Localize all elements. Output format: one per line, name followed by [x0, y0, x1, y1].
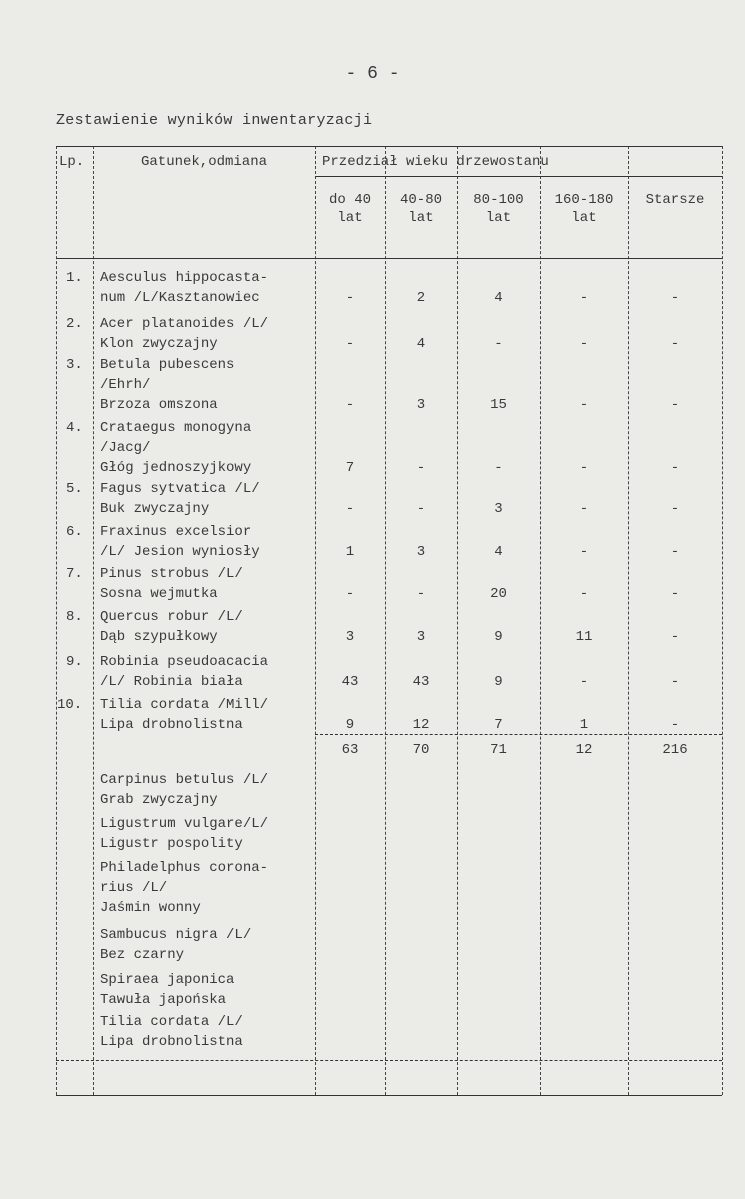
row-value: -: [670, 397, 680, 413]
header-lp: Lp.: [59, 154, 85, 170]
row-lp: 4.: [66, 420, 83, 436]
shrub-species-line: rius /L/: [100, 880, 168, 896]
shrub-species-line: Sambucus nigra /L/: [100, 927, 252, 943]
row-value: -: [579, 501, 589, 517]
column-line: [457, 146, 458, 1095]
row-value: -: [416, 460, 426, 476]
row-lp: 3.: [66, 357, 83, 373]
header-species: Gatunek,odmiana: [140, 154, 268, 170]
row-species-line: Aesculus hippocasta-: [100, 270, 269, 286]
row-value: 43: [341, 674, 359, 690]
row-value: -: [579, 544, 589, 560]
row-value: -: [416, 586, 426, 602]
row-value: 7: [494, 717, 503, 733]
row-value: 7: [345, 460, 355, 476]
row-species-line: Robinia pseudoacacia: [100, 654, 269, 670]
row-value: -: [345, 586, 355, 602]
row-value: 3: [345, 629, 355, 645]
row-value: 20: [490, 586, 507, 602]
subtotal-line: [315, 734, 722, 735]
row-value: -: [416, 501, 426, 517]
shrub-species-line: Grab zwyczajny: [100, 792, 218, 808]
shrub-species-line: Bez czarny: [100, 947, 185, 963]
row-value: -: [345, 397, 355, 413]
row-species-line: Buk zwyczajny: [100, 501, 210, 517]
shrub-species-line: Ligustrum vulgare/L/: [100, 816, 269, 832]
column-line: [315, 146, 316, 1095]
column-line: [722, 146, 723, 1095]
row-species-line: Tilia cordata /Mill/: [100, 697, 269, 713]
shrub-species-line: Tilia cordata /L/: [100, 1014, 243, 1030]
row-value: 4: [494, 290, 503, 306]
row-lp: 10.: [57, 697, 83, 713]
row-value: -: [670, 674, 680, 690]
row-lp: 1.: [66, 270, 83, 286]
header-col-1-line1: do 40: [328, 192, 371, 208]
row-value: -: [579, 460, 589, 476]
row-value: -: [670, 544, 680, 560]
column-line: [385, 146, 386, 1095]
row-value: 9: [494, 674, 503, 690]
row-value: -: [670, 290, 680, 306]
row-value: 1: [345, 544, 355, 560]
row-value: 11: [575, 629, 593, 645]
header-col-4-line1: 160-180: [554, 192, 614, 208]
column-line: [628, 146, 629, 1095]
header-col-1-line2: lat: [337, 210, 363, 226]
end-dash-line: [56, 1060, 722, 1061]
row-value: -: [494, 336, 503, 352]
row-lp: 7.: [66, 566, 83, 582]
row-lp: 5.: [66, 481, 83, 497]
row-value: 9: [345, 717, 355, 733]
row-species-line: Brzoza omszona: [100, 397, 218, 413]
row-species-line: Klon zwyczajny: [100, 336, 218, 352]
row-value: -: [579, 336, 589, 352]
row-value: 1: [579, 717, 589, 733]
column-line: [93, 146, 94, 1095]
total-value: 216: [662, 742, 688, 758]
total-value: 63: [341, 742, 359, 758]
column-line: [56, 146, 57, 1095]
table-top-line: [56, 146, 722, 147]
row-species-line: Betula pubescens: [100, 357, 235, 373]
row-species-line: Quercus robur /L/: [100, 609, 243, 625]
header-col-2-line1: 40-80: [399, 192, 442, 208]
row-species-line: /Jacg/: [100, 440, 151, 456]
shrub-species-line: Jaśmin wonny: [100, 900, 201, 916]
row-species-line: /Ehrh/: [100, 377, 151, 393]
row-lp: 2.: [66, 316, 83, 332]
row-species-line: Fraxinus excelsior: [100, 524, 252, 540]
row-species-line: Dąb szypułkowy: [100, 629, 218, 645]
row-value: 3: [416, 629, 426, 645]
row-value: -: [579, 397, 589, 413]
row-lp: 9.: [66, 654, 83, 670]
row-value: 43: [412, 674, 430, 690]
row-value: 9: [494, 629, 503, 645]
row-value: 3: [494, 501, 503, 517]
total-value: 71: [490, 742, 507, 758]
header-col-2-line2: lat: [408, 210, 434, 226]
row-species-line: Głóg jednoszyjkowy: [100, 460, 252, 476]
header-sub-line: [315, 176, 722, 177]
row-value: 4: [416, 336, 426, 352]
row-value: -: [670, 717, 680, 733]
page-number: - 6 -: [345, 64, 400, 84]
row-species-line: /L/ Robinia biała: [100, 674, 243, 690]
row-value: -: [670, 336, 680, 352]
document-title: Zestawienie wyników inwentaryzacji: [56, 112, 373, 129]
row-value: -: [670, 586, 680, 602]
row-lp: 8.: [66, 609, 83, 625]
row-species-line: Lipa drobnolistna: [100, 717, 243, 733]
table-bottom-line: [56, 1095, 722, 1096]
row-value: 2: [416, 290, 426, 306]
row-value: -: [345, 336, 355, 352]
shrub-species-line: Carpinus betulus /L/: [100, 772, 269, 788]
row-value: -: [579, 586, 589, 602]
row-species-line: Fagus sytvatica /L/: [100, 481, 260, 497]
row-species-line: Pinus strobus /L/: [100, 566, 243, 582]
shrub-species-line: Ligustr pospolity: [100, 836, 243, 852]
column-line: [540, 146, 541, 1095]
row-value: -: [345, 290, 355, 306]
row-value: 15: [490, 397, 507, 413]
header-col-4-line2: lat: [571, 210, 597, 226]
header-col-5-line1: Starsze: [645, 192, 705, 208]
shrub-species-line: Spiraea japonica: [100, 972, 235, 988]
header-col-3-line2: lat: [485, 210, 512, 226]
row-value: 3: [416, 544, 426, 560]
row-value: 3: [416, 397, 426, 413]
header-bottom-line: [56, 258, 722, 259]
row-value: -: [670, 460, 680, 476]
shrub-species-line: Tawuła japońska: [100, 992, 227, 1008]
row-species-line: Sosna wejmutka: [100, 586, 218, 602]
shrub-species-line: Lipa drobnolistna: [100, 1034, 243, 1050]
row-species-line: Crataegus monogyna: [100, 420, 252, 436]
header-age-group: Przedział wieku drzewostanu: [322, 154, 549, 170]
row-value: -: [494, 460, 503, 476]
row-value: -: [670, 629, 680, 645]
row-species-line: Acer platanoides /L/: [100, 316, 269, 332]
row-species-line: num /L/Kasztanowiec: [100, 290, 260, 306]
row-value: -: [345, 501, 355, 517]
row-lp: 6.: [66, 524, 83, 540]
total-value: 12: [575, 742, 593, 758]
row-value: 4: [494, 544, 503, 560]
header-col-3-line1: 80-100: [473, 192, 524, 208]
row-value: -: [579, 290, 589, 306]
row-species-line: /L/ Jesion wyniosły: [100, 544, 260, 560]
total-value: 70: [412, 742, 430, 758]
row-value: -: [579, 674, 589, 690]
row-value: 12: [412, 717, 430, 733]
row-value: -: [670, 501, 680, 517]
shrub-species-line: Philadelphus corona-: [100, 860, 269, 876]
